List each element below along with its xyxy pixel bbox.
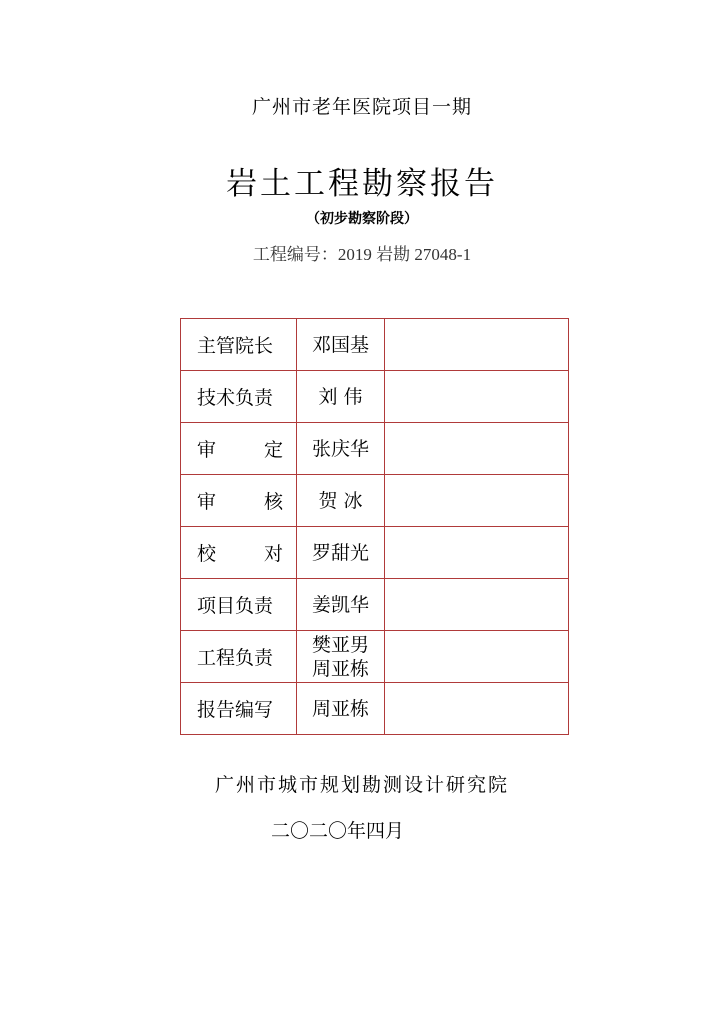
institute-name: 广州市城市规划勘测设计研究院 xyxy=(214,774,509,796)
report-title: 岩土工程勘察报告 xyxy=(226,166,498,202)
table-row xyxy=(181,371,569,423)
name-cell xyxy=(297,423,385,475)
name-cell xyxy=(297,371,385,423)
role-label xyxy=(197,539,283,566)
role-char: 审 xyxy=(197,491,217,513)
table-row xyxy=(181,631,569,683)
project-title: 广州市老年医院项目一期 xyxy=(251,96,472,118)
report-stage: （初步勘察阶段） xyxy=(306,211,418,227)
table-row xyxy=(181,319,569,371)
report-date: 二〇二〇年四月 xyxy=(271,820,405,842)
name-cell xyxy=(297,579,385,631)
role-cell xyxy=(181,683,297,735)
signature-cell xyxy=(385,579,569,631)
table-row xyxy=(181,579,569,631)
role-char: 核 xyxy=(263,491,283,513)
role-cell xyxy=(181,371,297,423)
name-cell xyxy=(297,631,385,683)
project-number xyxy=(0,240,724,265)
person-name: 张庆华 xyxy=(311,437,369,460)
person-name: 刘 伟 xyxy=(318,385,363,408)
role-cell xyxy=(181,319,297,371)
signature-cell xyxy=(385,371,569,423)
role-label xyxy=(197,487,283,514)
person-name: 罗甜光 xyxy=(311,541,369,564)
person-name: 邓国基 xyxy=(311,333,369,356)
role-label: 技术负责 xyxy=(197,387,274,409)
signature-cell xyxy=(385,319,569,371)
role-label: 工程负责 xyxy=(197,647,274,669)
signature-cell xyxy=(385,683,569,735)
role-char: 审 xyxy=(197,439,217,461)
project-number-value: 2019 岩勘 27048-1 xyxy=(337,245,472,264)
role-char: 定 xyxy=(263,439,283,461)
role-label: 主管院长 xyxy=(197,335,274,357)
role-label: 报告编写 xyxy=(197,699,274,721)
role-char: 校 xyxy=(197,543,217,565)
person-name: 贺 冰 xyxy=(318,489,363,512)
table-row xyxy=(181,683,569,735)
role-label xyxy=(197,435,283,462)
role-cell xyxy=(181,423,297,475)
role-label: 项目负责 xyxy=(197,595,274,617)
person-name: 周亚栋 xyxy=(311,697,369,720)
role-cell xyxy=(181,475,297,527)
role-cell xyxy=(181,527,297,579)
name-cell xyxy=(297,527,385,579)
signature-cell xyxy=(385,423,569,475)
role-cell xyxy=(181,631,297,683)
name-cell xyxy=(297,683,385,735)
person-name: 周亚栋 xyxy=(311,657,369,680)
name-cell xyxy=(297,475,385,527)
signature-cell xyxy=(385,527,569,579)
table-row xyxy=(181,527,569,579)
person-name: 姜凯华 xyxy=(311,593,369,616)
role-char: 对 xyxy=(263,543,283,565)
project-number-label: 工程编号： xyxy=(252,245,338,264)
person-name: 樊亚男 xyxy=(311,633,369,656)
table-row xyxy=(181,423,569,475)
signature-cell xyxy=(385,631,569,683)
signature-cell xyxy=(385,475,569,527)
table-row xyxy=(181,475,569,527)
signature-table xyxy=(180,318,569,735)
role-cell xyxy=(181,579,297,631)
name-cell xyxy=(297,319,385,371)
